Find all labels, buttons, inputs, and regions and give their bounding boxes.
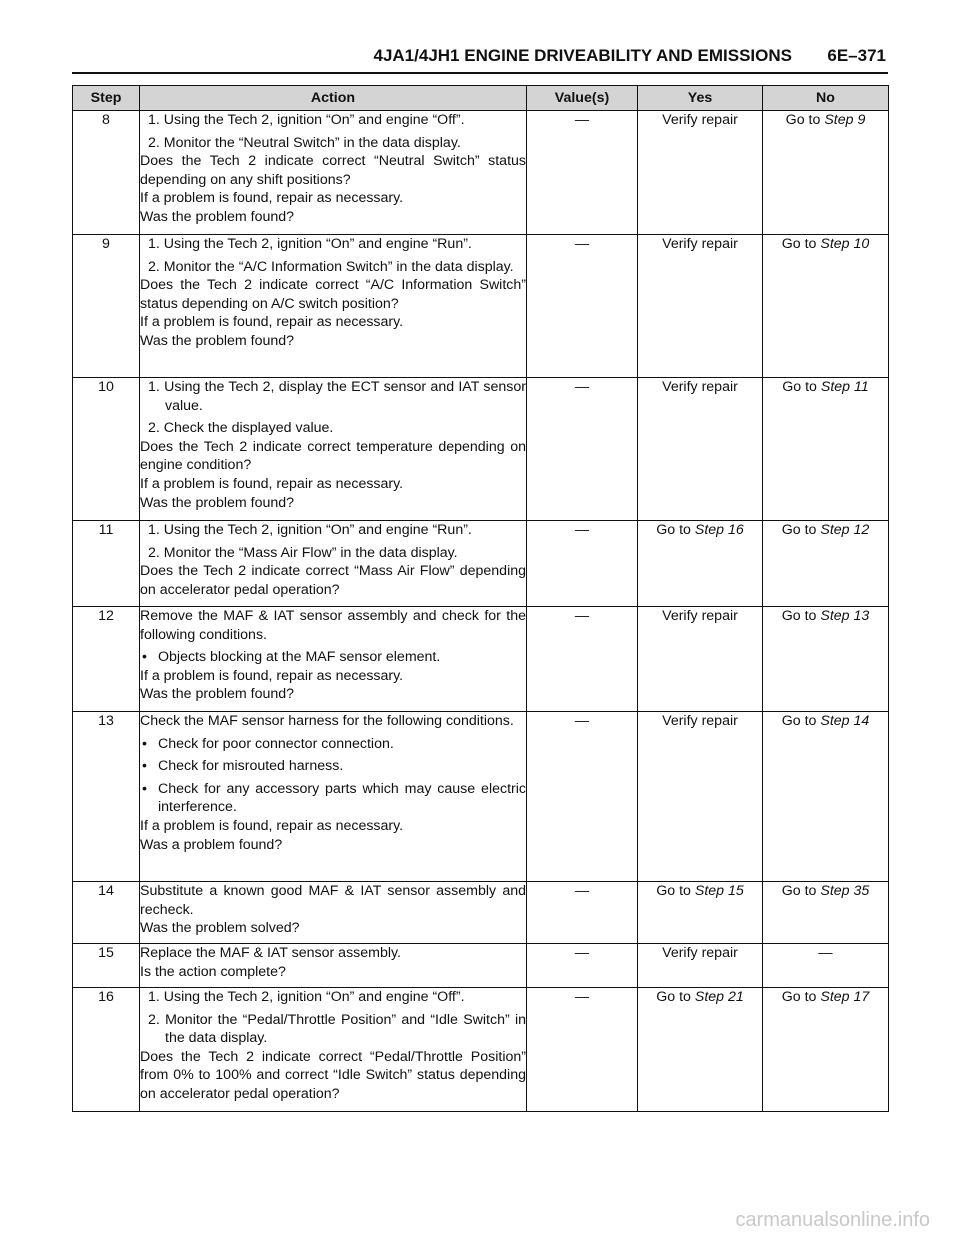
action-note: If a problem is found, repair as necessary.: [140, 314, 404, 331]
action-substep: 2. Check the displayed value.: [148, 420, 334, 437]
yes-cell: Verify repair: [638, 111, 763, 235]
no-cell: Go to Step 35: [763, 882, 889, 944]
value-cell: —: [527, 521, 638, 607]
action-cell: [140, 521, 527, 607]
step-reference: Step 12: [820, 522, 870, 538]
value-cell: —: [527, 378, 638, 521]
table-row: [73, 944, 889, 988]
action-prompt: Was the problem found?: [140, 332, 295, 349]
action-intro: Check the MAF sensor harness for the following conditions.: [140, 713, 514, 729]
action-cell: [140, 111, 527, 235]
yes-cell: Verify repair: [638, 944, 763, 988]
step-reference: Step 15: [694, 883, 744, 899]
value-cell: —: [527, 712, 638, 882]
action-substep: 1. Using the Tech 2, ignition “On” and engine “Off”.: [148, 112, 465, 128]
value-cell: —: [527, 944, 638, 988]
no-cell: Go to Step 17: [763, 988, 889, 1112]
step-reference: Step 14: [820, 713, 870, 729]
bullet-marker: •: [142, 780, 147, 797]
action-question: Does the Tech 2 indicate correct “A/C Information Switch” status depending on A/C switch position?: [140, 277, 526, 312]
value-cell: —: [527, 988, 638, 1112]
table-row: [73, 607, 889, 712]
action-note: If a problem is found, repair as necessary.: [140, 475, 404, 492]
action-cell: [140, 944, 527, 988]
action-cell: [140, 235, 527, 378]
col-action-header: Action: [140, 86, 527, 111]
watermark: carmanualsonline.info: [735, 1209, 930, 1231]
table-row: [73, 378, 889, 521]
action-bullet: • Check for any accessory parts which may cause electric interference.: [142, 780, 526, 816]
table-row: [73, 521, 889, 607]
step-number: 15: [73, 944, 140, 988]
action-substep: 1. Using the Tech 2, ignition “On” and engine “Run”.: [148, 236, 472, 252]
action-bullet: • Objects blocking at the MAF sensor element.: [142, 649, 441, 666]
no-cell: Go to Step 14: [763, 712, 889, 882]
yes-cell: Go to Step 16: [638, 521, 763, 607]
step-number: 11: [73, 521, 140, 607]
action-substep: 2. Monitor the “Pedal/Throttle Position” and “Idle Switch” in the data display.: [148, 1011, 526, 1047]
col-values-header: Value(s): [527, 86, 638, 111]
step-number: 14: [73, 882, 140, 944]
step-reference: Step 35: [820, 883, 870, 899]
step-reference: Step 13: [820, 608, 870, 624]
action-cell: [140, 607, 527, 712]
action-question: Does the Tech 2 indicate correct “Neutral Switch” status depending on any shift positions?: [140, 153, 526, 188]
no-cell: Go to Step 10: [763, 235, 889, 378]
step-reference: Step 9: [824, 112, 866, 128]
action-prompt: Was the problem found?: [140, 494, 295, 511]
col-yes-header: Yes: [638, 86, 763, 111]
step-reference: Step 11: [820, 379, 869, 395]
page-number: 6E–371: [827, 46, 886, 65]
action-instruction: Replace the MAF & IAT sensor assembly.: [140, 945, 401, 961]
value-cell: —: [527, 111, 638, 235]
yes-cell: Verify repair: [638, 712, 763, 882]
step-number: 10: [73, 378, 140, 521]
action-cell: [140, 988, 527, 1112]
action-cell: [140, 712, 527, 882]
no-cell: Go to Step 13: [763, 607, 889, 712]
bullet-marker: •: [142, 735, 147, 752]
action-prompt: Was the problem found?: [140, 208, 295, 225]
action-cell: [140, 378, 527, 521]
table-row: [73, 882, 889, 944]
action-note: If a problem is found, repair as necessary.: [140, 667, 404, 684]
yes-cell: Verify repair: [638, 378, 763, 521]
action-bullet: • Check for poor connector connection.: [142, 735, 394, 752]
bullet-marker: •: [142, 758, 147, 775]
action-substep: 2. Monitor the “A/C Information Switch” in the data display.: [148, 258, 514, 275]
no-cell: —: [763, 944, 889, 988]
col-no-header: No: [763, 86, 889, 111]
value-cell: —: [527, 607, 638, 712]
yes-cell: Verify repair: [638, 235, 763, 378]
step-reference: Step 21: [694, 989, 744, 1005]
step-number: 9: [73, 235, 140, 378]
step-reference: Step 17: [820, 989, 870, 1005]
action-substep: 1. Using the Tech 2, ignition “On” and engine “Run”.: [148, 522, 472, 538]
action-prompt: Is the action complete?: [140, 963, 286, 980]
diagnostic-table: [72, 85, 889, 1112]
value-cell: —: [527, 235, 638, 378]
step-number: 12: [73, 607, 140, 712]
yes-cell: Go to Step 15: [638, 882, 763, 944]
table-row: [73, 235, 889, 378]
action-substep: 2. Monitor the “Mass Air Flow” in the data display.: [148, 544, 458, 561]
table-row: [73, 111, 889, 235]
step-number: 16: [73, 988, 140, 1112]
action-instruction: Substitute a known good MAF & IAT sensor assembly and recheck.: [140, 883, 526, 918]
col-step-header: Step: [73, 86, 140, 111]
action-cell: [140, 882, 527, 944]
page-title: 4JA1/4JH1 ENGINE DRIVEABILITY AND EMISSIONS: [373, 46, 792, 65]
action-substep: 1. Using the Tech 2, display the ECT sensor and IAT sensor value.: [148, 379, 526, 414]
action-substep: 2. Monitor the “Neutral Switch” in the data display.: [148, 134, 461, 151]
action-prompt: Was the problem solved?: [140, 920, 300, 937]
yes-cell: Go to Step 21: [638, 988, 763, 1112]
action-intro: Remove the MAF & IAT sensor assembly and check for the following conditions.: [140, 608, 526, 643]
action-note: If a problem is found, repair as necessary.: [140, 190, 404, 207]
no-cell: Go to Step 11: [763, 378, 889, 521]
step-number: 8: [73, 111, 140, 235]
no-cell: Go to Step 12: [763, 521, 889, 607]
action-question: Does the Tech 2 indicate correct “Pedal/Throttle Position” from 0% to 100% and correct “Idle Switch” status depending on accelerator pedal operation?: [140, 1048, 526, 1102]
action-prompt: Was a problem found?: [140, 836, 283, 853]
yes-cell: Verify repair: [638, 607, 763, 712]
table-row: [73, 988, 889, 1112]
action-note: If a problem is found, repair as necessary.: [140, 817, 404, 834]
action-bullet: • Check for misrouted harness.: [142, 758, 344, 775]
page-header: [72, 44, 888, 74]
step-reference: Step 10: [820, 236, 870, 252]
action-question: Does the Tech 2 indicate correct temperature depending on engine condition?: [140, 438, 526, 474]
table-row: [73, 712, 889, 882]
no-cell: Go to Step 9: [763, 111, 889, 235]
value-cell: —: [527, 882, 638, 944]
bullet-marker: •: [142, 649, 147, 666]
action-prompt: Was the problem found?: [140, 686, 295, 703]
action-substep: 1. Using the Tech 2, ignition “On” and engine “Off”.: [148, 989, 465, 1005]
step-number: 13: [73, 712, 140, 882]
table-header-row: [73, 86, 889, 111]
action-question: Does the Tech 2 indicate correct “Mass Air Flow” depending on accelerator pedal operation?: [140, 563, 526, 598]
step-reference: Step 16: [694, 522, 744, 538]
